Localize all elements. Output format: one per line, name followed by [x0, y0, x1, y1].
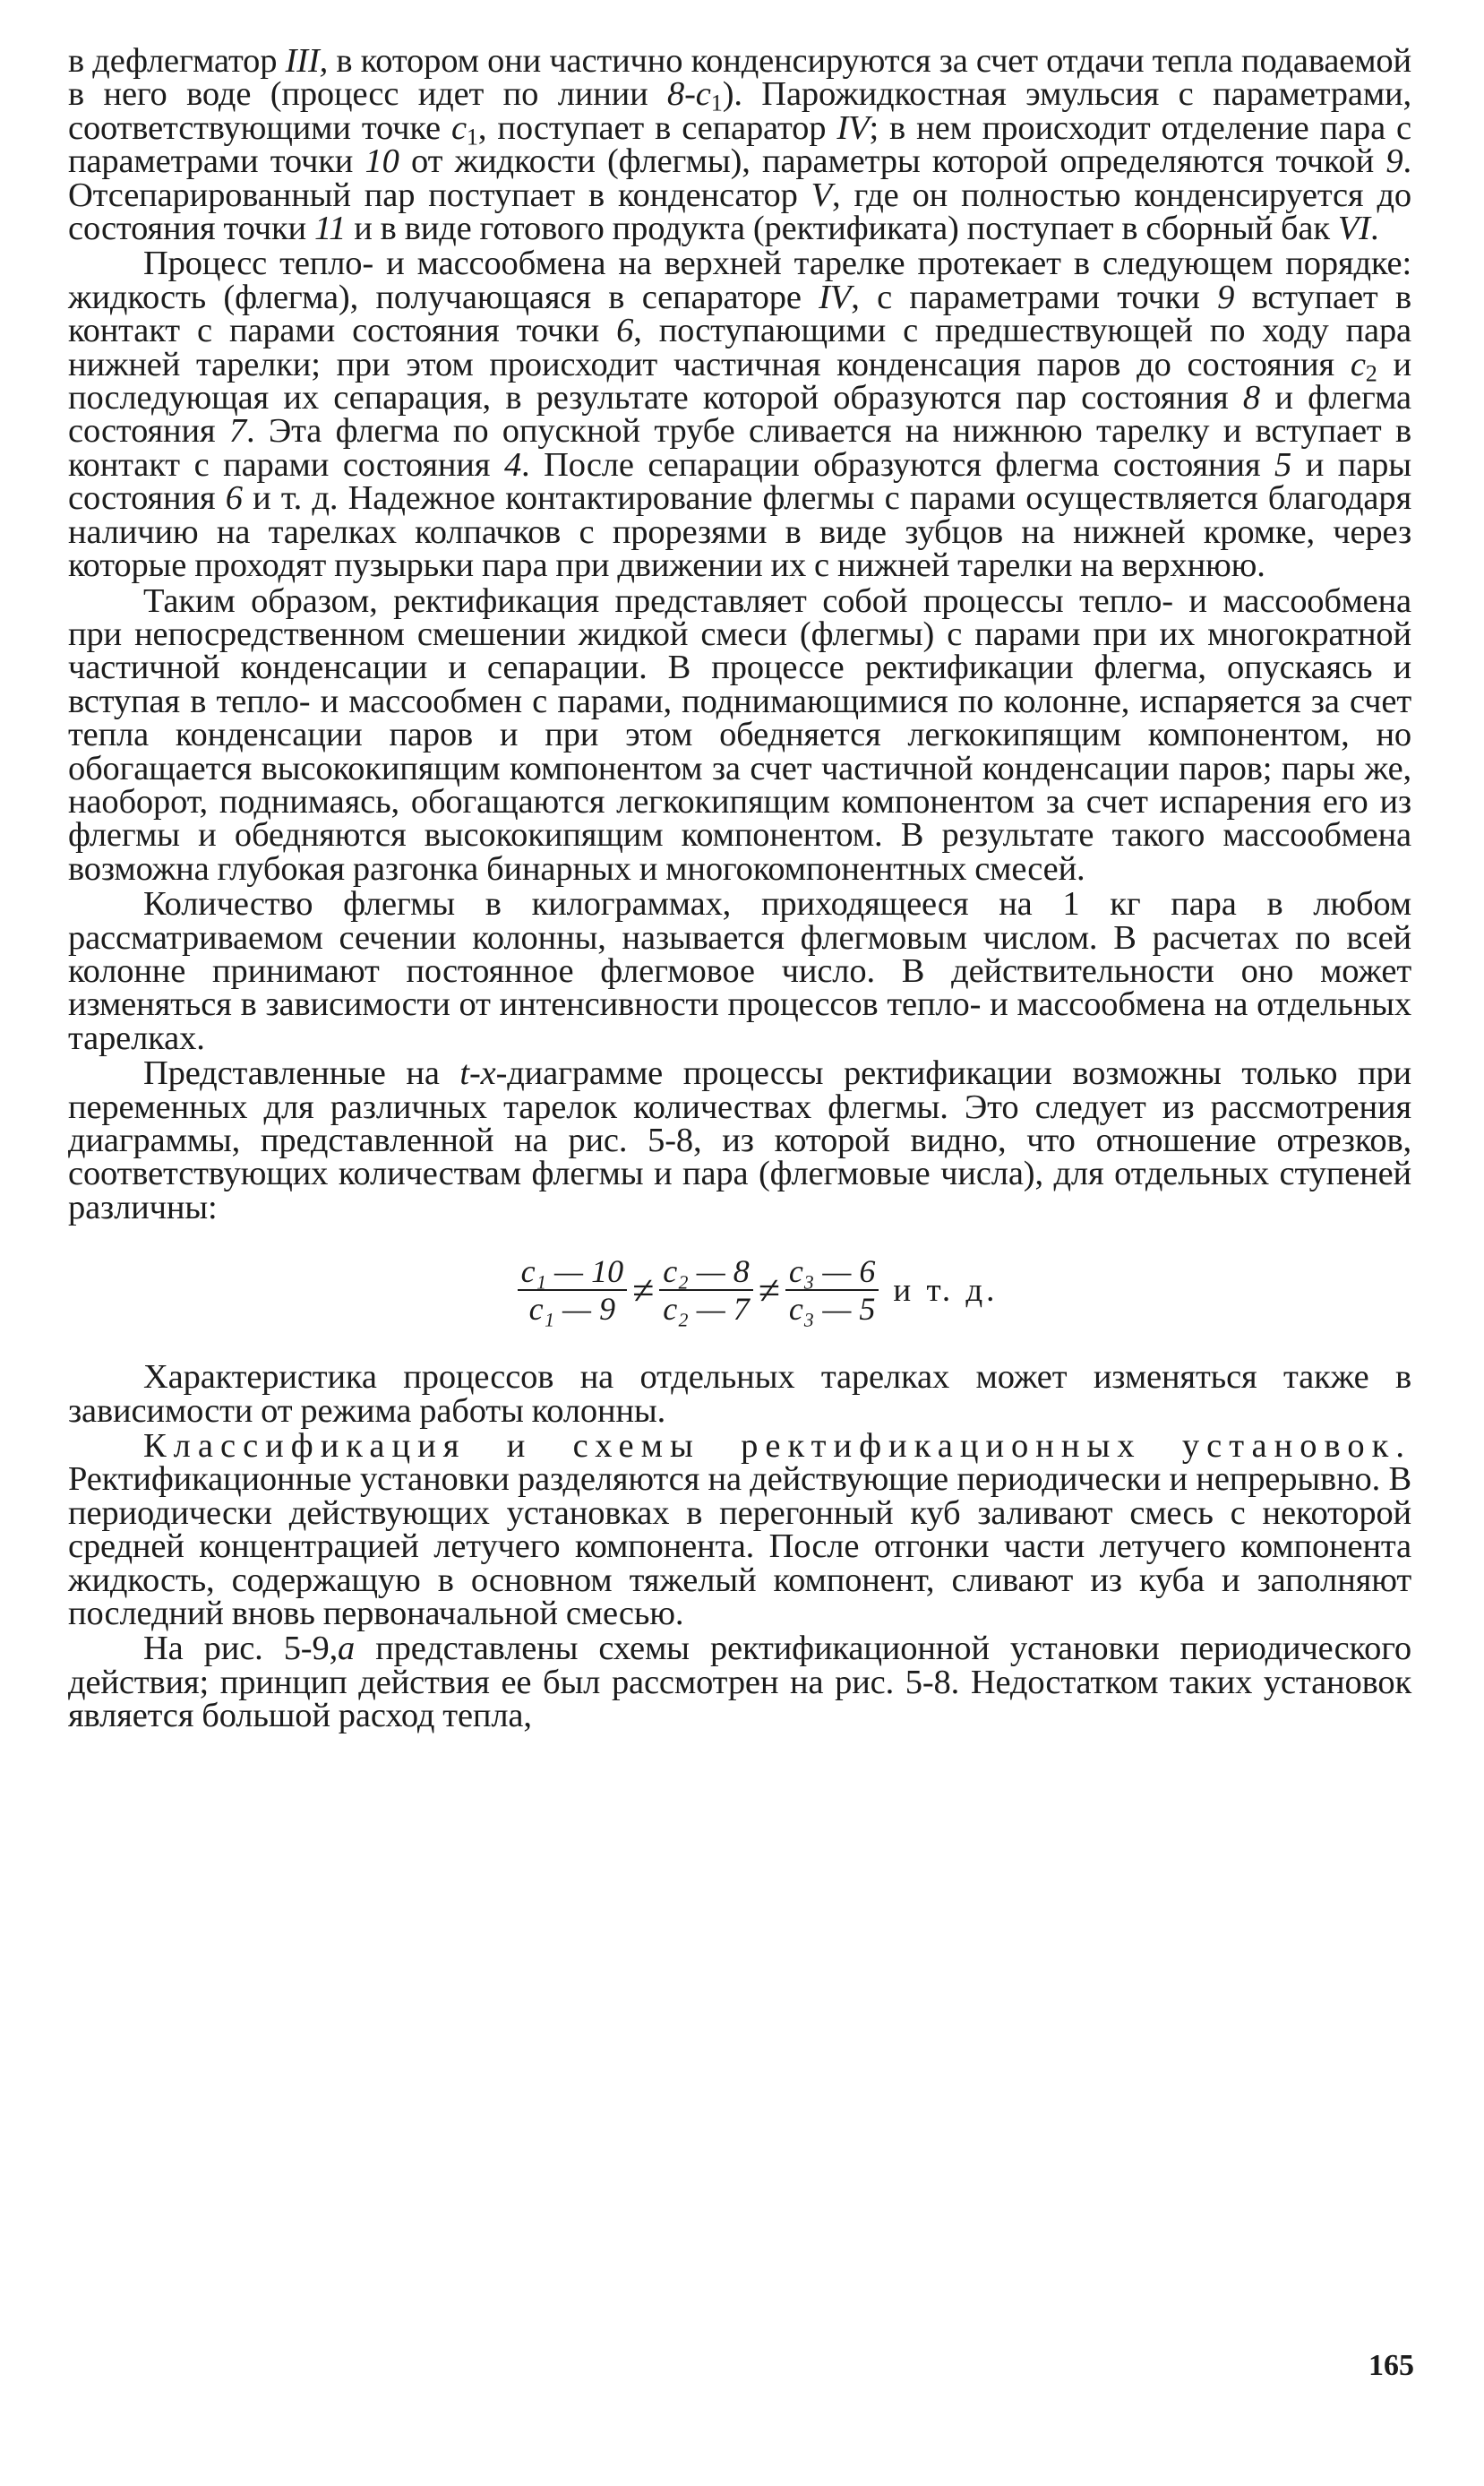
formula-tail: и т. д.: [893, 1271, 999, 1309]
paragraph-3: Таким образом, ректификация представляет собой процессы тепло- и массообмена при непосредственном смешении жидкой смеси (флегмы) с парами при их многократной частичной конденсации и сепарации. В процессе ректификации флегма, опускаясь и вступая в тепло- и массообмен с парами, поднимающимися по колонне, испаряется за счет тепла конденсации паров и при этом обедняется легкокипящим компонентом, но обогащается высококипящим компонентом за счет частичной конденсации паров; пары же, наоборот, поднимаясь, обогащаются легкокипящим компонентом за счет испарения его из флегмы и обедняются высококипящим компонентом. В результате такого массообмена возможна глубокая разгонка бинарных и многокомпонентных смесей.: [68, 581, 1411, 888]
paragraph-2: Процесс тепло- и массообмена на верхней тарелке протекает в следующем порядке: жидкость (флегма), получающаяся в сепараторе IV, с параметрами точки 9 вступает в контакт с парами состояния точки 6, поступающими с предшествующей по ходу пара нижней тарелки; при этом происходит частичная конденсация паров до состояния $c_2$ и последующая их сепарация, в результате которой образуются пар состояния 8 и флегма состояния 7. Эта флегма по опускной трубе сливается на нижнюю тарелку и вступает в контакт с парами состояния 4. После сепарации образуются флегма состояния 5 и пары состояния 6 и т. д. Надежное контактирование флегмы с парами осуществляется благодаря наличию на тарелках колпачков с прорезями в виде зубцов на нижней кромке, через которые проходят пузырьки пара при движении их с нижней тарелки на верхнюю.: [68, 245, 1412, 585]
paragraph-8: На рис. 5-9,a представлены схемы ректификационной установки периодического действия; принцип действия ее был рассмотрен на рис. 5-8. Недостатком таких установок является большой расход тепла,: [68, 1630, 1411, 1735]
paragraph-6: Характеристика процессов на отдельных тарелках может изменяться также в зависимости от режима работы колонны.: [68, 1358, 1411, 1430]
not-equal-sign: ≠: [632, 1268, 655, 1312]
page-number: 165: [1368, 2349, 1414, 2382]
paragraph-5: Представленные на t-x-диаграмме процессы ректификации возможны только при переменных для различных тарелок количествах флегмы. Это следует из рассмотрения диаграммы, представленной на рис. 5-8, из которой видно, что отношение отрезков, соответствующих количествам флегмы и пара (флегмовые числа), для отдельных ступеней различны:: [68, 1054, 1411, 1226]
page-body: [68, 42, 1412, 1735]
paragraph-1: в дефлегматор III, в котором они частично конденсируются за счет отдачи тепла подаваемой в него воде (процесс идет по линии $8-c_1$). Парожидкостная эмульсия с параметрами, соответствующими точке $c_1$, поступает в сепаратор IV; в нем происходит отделение пара с параметрами точки 10 от жидкости (флегмы), параметры которой определяются точкой 9. Отсепарированный пар поступает в конденсатор V, где он полностью конденсируется до состояния точки 11 и в виде готового продукта (ректификата) поступает в сборный бак VI.: [68, 42, 1411, 248]
fraction-3: $\frac{\text{c₃ — 6}}{\text{c₃ — 5}}$: [785, 1253, 879, 1327]
paragraph-4: Количество флегмы в килограммах, приходящееся на 1 кг пара в любом рассматриваемом сечении колонны, называется флегмовым числом. В расчетах по всей колонне принимают постоянное флегмовое число. В действительности оно может изменяться в зависимости от интенсивности процессов тепло- и массообмена на отдельных тарелках.: [68, 885, 1411, 1057]
section-heading: Классификация и схемы ректификационных установок.: [143, 1427, 1411, 1466]
paragraph-7: Классификация и схемы ректификационных установок. Ректификационные установки разделяются на действующие периодически и непрерывно. В периодически действующих установках в перегонный куб заливают смесь с некоторой средней концентрацией летучего компонента. После отгонки части летучего компонента жидкость, содержащую в основном тяжелый компонент, сливают из куба и заполняют последний вновь первоначальной смесью.: [68, 1427, 1411, 1633]
fraction-1: $\frac{\text{c₁ — 10}}{\text{c₁ — 9}}$: [518, 1253, 628, 1327]
fraction-2: $\frac{\text{c₂ — 8}}{\text{c₂ — 7}}$: [659, 1253, 753, 1327]
reflux-ratio-formula: [68, 1253, 1411, 1327]
not-equal-sign: ≠: [758, 1268, 780, 1312]
